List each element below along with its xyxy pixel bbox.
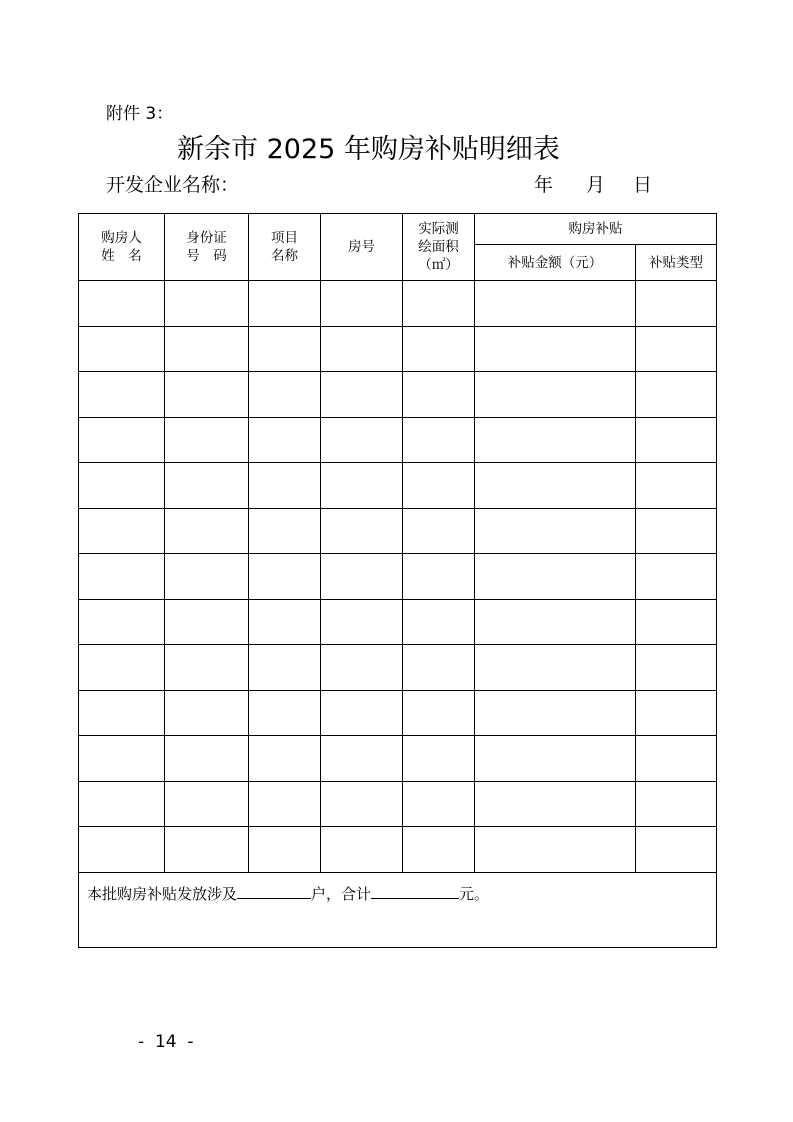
table-cell[interactable] (79, 326, 165, 372)
table-cell[interactable] (321, 372, 403, 418)
table-cell[interactable] (403, 827, 475, 873)
table-cell[interactable] (165, 281, 249, 327)
table-cell[interactable] (321, 690, 403, 736)
table-cell[interactable] (475, 781, 636, 827)
table-cell[interactable] (249, 827, 321, 873)
table-cell[interactable] (636, 463, 717, 509)
table-cell[interactable] (636, 690, 717, 736)
table-cell[interactable] (321, 508, 403, 554)
household-count-blank[interactable] (237, 883, 311, 899)
header-project-name: 项目 名称 (249, 214, 321, 281)
total-amount-blank[interactable] (371, 883, 459, 899)
table-cell[interactable] (165, 827, 249, 873)
table-cell[interactable] (79, 508, 165, 554)
table-cell[interactable] (403, 690, 475, 736)
table-cell[interactable] (321, 736, 403, 782)
subsidy-detail-table (78, 213, 717, 948)
table-cell[interactable] (475, 645, 636, 691)
table-cell[interactable] (79, 781, 165, 827)
table-cell[interactable] (79, 281, 165, 327)
date-month-label: 月 (586, 174, 606, 196)
header-measured-area: 实际测 绘面积 （㎡） (403, 214, 475, 281)
table-cell[interactable] (475, 372, 636, 418)
summary-prefix: 本批购房补贴发放涉及 (87, 884, 238, 903)
table-cell[interactable] (403, 372, 475, 418)
table-cell[interactable] (403, 599, 475, 645)
table-row (79, 690, 717, 736)
table-cell[interactable] (636, 736, 717, 782)
table-cell[interactable] (475, 326, 636, 372)
table-cell[interactable] (249, 599, 321, 645)
table-cell[interactable] (475, 554, 636, 600)
table-row (79, 736, 717, 782)
header-room-number: 房号 (321, 214, 403, 281)
table-cell[interactable] (249, 326, 321, 372)
table-cell[interactable] (249, 554, 321, 600)
table-cell[interactable] (403, 645, 475, 691)
date-line (534, 171, 652, 199)
header-id-number: 身份证 号 码 (165, 214, 249, 281)
table-cell[interactable] (475, 690, 636, 736)
table-cell[interactable] (636, 827, 717, 873)
date-year-label: 年 (534, 174, 554, 196)
table-cell[interactable] (403, 508, 475, 554)
table-cell[interactable] (249, 463, 321, 509)
table-cell[interactable] (79, 690, 165, 736)
table-cell[interactable] (475, 463, 636, 509)
table-cell[interactable] (403, 281, 475, 327)
table-cell[interactable] (403, 736, 475, 782)
table-cell[interactable] (249, 417, 321, 463)
company-name-label: 开发企业名称： (106, 174, 240, 196)
table-row (79, 417, 717, 463)
table-body (79, 281, 717, 873)
table-cell[interactable] (79, 372, 165, 418)
document-title-text: 新余市 2025 年购房补贴明细表 (177, 134, 560, 165)
table-cell[interactable] (249, 281, 321, 327)
table-cell[interactable] (321, 463, 403, 509)
header-buyer-name: 购房人 姓 名 (79, 214, 165, 281)
table-cell[interactable] (636, 372, 717, 418)
table-row (79, 599, 717, 645)
table-cell[interactable] (165, 417, 249, 463)
table-cell[interactable] (165, 781, 249, 827)
table-cell[interactable] (475, 417, 636, 463)
table-row (79, 827, 717, 873)
table-row (79, 554, 717, 600)
date-day-label: 日 (633, 174, 653, 196)
table-cell[interactable] (321, 326, 403, 372)
table-cell[interactable] (165, 326, 249, 372)
table-cell[interactable] (79, 417, 165, 463)
table-cell[interactable] (165, 554, 249, 600)
table-cell[interactable] (79, 645, 165, 691)
header-subsidy-group: 购房补贴 (475, 214, 717, 245)
table-cell[interactable] (403, 554, 475, 600)
table-cell[interactable] (165, 463, 249, 509)
table-cell[interactable] (249, 690, 321, 736)
table-cell[interactable] (79, 736, 165, 782)
table-cell[interactable] (249, 372, 321, 418)
table-cell[interactable] (321, 599, 403, 645)
table-cell[interactable] (636, 554, 717, 600)
summary-suffix: 元。 (459, 884, 490, 903)
page-number: - 14 - (138, 1032, 194, 1052)
table-cell[interactable] (79, 599, 165, 645)
table-cell[interactable] (636, 417, 717, 463)
table-cell[interactable] (475, 599, 636, 645)
header-subsidy-type: 补贴类型 (636, 245, 717, 281)
table-cell[interactable] (321, 281, 403, 327)
table-cell[interactable] (475, 827, 636, 873)
table-cell[interactable] (165, 508, 249, 554)
table-row (79, 645, 717, 691)
table-cell[interactable] (636, 326, 717, 372)
table-row (79, 463, 717, 509)
table-cell[interactable] (403, 417, 475, 463)
summary-row (79, 872, 717, 947)
table-cell[interactable] (636, 281, 717, 327)
header-subsidy-amount: 补贴金额（元） (475, 245, 636, 281)
document-title (0, 131, 793, 169)
table-cell[interactable] (636, 599, 717, 645)
table-cell[interactable] (249, 645, 321, 691)
table-cell[interactable] (321, 417, 403, 463)
table-row (79, 781, 717, 827)
table-cell[interactable] (475, 736, 636, 782)
table-row (79, 508, 717, 554)
table-row (79, 372, 717, 418)
table-cell[interactable] (636, 781, 717, 827)
summary-middle: 户，合计 (311, 884, 372, 903)
table-cell[interactable] (165, 645, 249, 691)
table-cell[interactable] (636, 508, 717, 554)
table-cell[interactable] (165, 372, 249, 418)
table-cell[interactable] (475, 508, 636, 554)
table-cell[interactable] (79, 463, 165, 509)
table-cell[interactable] (321, 827, 403, 873)
table-cell[interactable] (165, 690, 249, 736)
table-cell[interactable] (475, 281, 636, 327)
attachment-label: 附件 3： (106, 104, 174, 124)
table-cell[interactable] (403, 781, 475, 827)
table-cell[interactable] (79, 827, 165, 873)
table-cell[interactable] (165, 599, 249, 645)
table-cell[interactable] (249, 781, 321, 827)
table-cell[interactable] (165, 736, 249, 782)
table-cell[interactable] (249, 508, 321, 554)
table-cell[interactable] (321, 781, 403, 827)
table-row (79, 281, 717, 327)
table-cell[interactable] (249, 736, 321, 782)
table-cell[interactable] (321, 645, 403, 691)
table-cell[interactable] (636, 645, 717, 691)
table-cell[interactable] (321, 554, 403, 600)
table-cell[interactable] (403, 463, 475, 509)
table-row (79, 326, 717, 372)
table-cell[interactable] (79, 554, 165, 600)
table-cell[interactable] (403, 326, 475, 372)
